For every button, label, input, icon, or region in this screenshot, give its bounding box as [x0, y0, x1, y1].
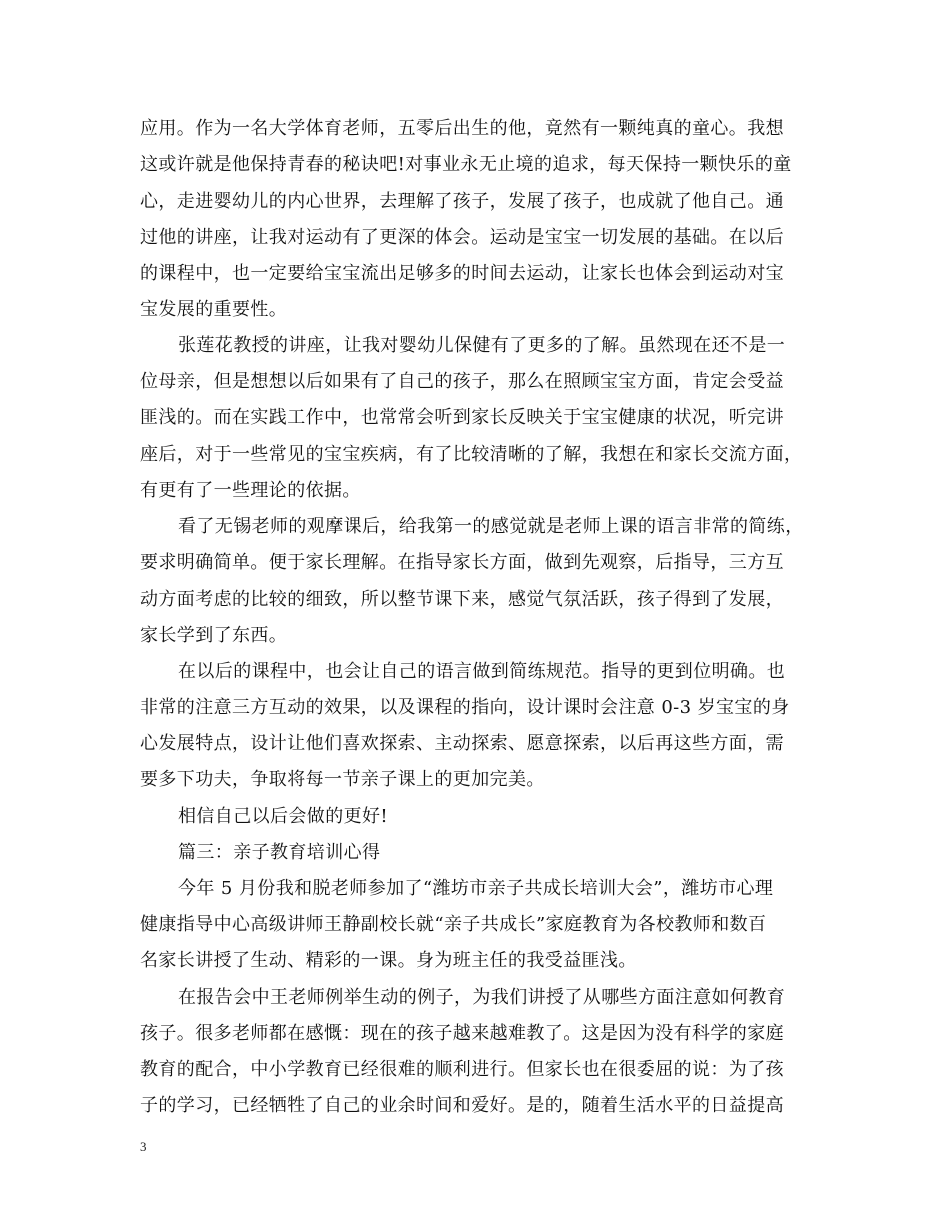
paragraph-start-line: 在以后的课程中，也会让自己的语言做到简练规范。指导的更到位明确。也 [178, 661, 786, 682]
text-line: 要求明确简单。便于家长理解。在指导家长方面，做到先观察，后指导，三方互 [140, 552, 784, 573]
paragraph-start-line: 看了无锡老师的观摩课后，给我第一的感觉就是老师上课的语言非常的简练， [178, 516, 804, 537]
text-line: 教育的配合，中小学教育已经很难的顺利进行。但家长也在很委屈的说：为了孩 [140, 1059, 784, 1080]
text-line: 健康指导中心高级讲师王静副校长就“亲子共成长”家庭教育为各校教师和数百 [140, 914, 767, 935]
paragraph-start-line: 张莲花教授的讲座，让我对婴幼儿保健有了更多的了解。虽然现在还不是一 [178, 335, 786, 356]
paragraph-start-line: 在报告会中王老师例举生动的例子，为我们讲授了从哪些方面注意如何教育 [178, 987, 786, 1008]
text-line: 心发展特点，设计让他们喜欢探索、主动探索、愿意探索，以后再这些方面，需 [140, 733, 784, 754]
text-line: 宝发展的重要性。 [140, 299, 288, 320]
text-line: 应用。作为一名大学体育老师，五零后出生的他，竟然有一颗纯真的童心。我想 [140, 118, 784, 139]
paragraph-start-line: 相信自己以后会做的更好! [178, 806, 389, 827]
text-line: 非常的注意三方互动的效果，以及课程的指向，设计课时会注意 0-3 岁宝宝的身 [140, 697, 790, 718]
text-line: 要多下功夫，争取将每一节亲子课上的更加完美。 [140, 769, 545, 790]
text-line: 座后，对于一些常见的宝宝疾病，有了比较清晰的了解，我想在和家长交流方面， [140, 444, 803, 465]
paragraph-start-line: 今年 5 月份我和脱老师参加了“潍坊市亲子共成长培训大会”，潍坊市心理 [178, 878, 774, 899]
text-line: 心，走进婴幼儿的内心世界，去理解了孩子，发展了孩子，也成就了他自己。通 [140, 191, 784, 212]
text-line: 位母亲，但是想想以后如果有了自己的孩子，那么在照顾宝宝方面，肯定会受益 [140, 371, 784, 392]
text-line: 过他的讲座，让我对运动有了更深的体会。运动是宝宝一切发展的基础。在以后 [140, 227, 784, 248]
page-number: 3 [140, 1139, 147, 1154]
text-line: 匪浅的。而在实践工作中，也常常会听到家长反映关于宝宝健康的状况，听完讲 [140, 407, 784, 428]
text-line: 的课程中，也一定要给宝宝流出足够多的时间去运动，让家长也体会到运动对宝 [140, 263, 784, 284]
section-heading: 篇三：亲子教育培训心得 [178, 842, 381, 863]
text-line: 名家长讲授了生动、精彩的一课。身为班主任的我受益匪浅。 [140, 950, 637, 971]
text-line: 动方面考虑的比较的细致，所以整节课下来，感觉气氛活跃，孩子得到了发展， [140, 589, 784, 610]
text-line: 这或许就是他保持青春的秘诀吧!对事业永无止境的追求，每天保持一颗快乐的童 [140, 154, 792, 175]
text-line: 子的学习，已经牺牲了自己的业余时间和爱好。是的，随着生活水平的日益提高 [140, 1095, 784, 1116]
text-line: 孩子。很多老师都在感慨：现在的孩子越来越难教了。这是因为没有科学的家庭 [140, 1023, 784, 1044]
text-line: 家长学到了东西。 [140, 625, 288, 646]
text-line: 有更有了一些理论的依据。 [140, 480, 361, 501]
